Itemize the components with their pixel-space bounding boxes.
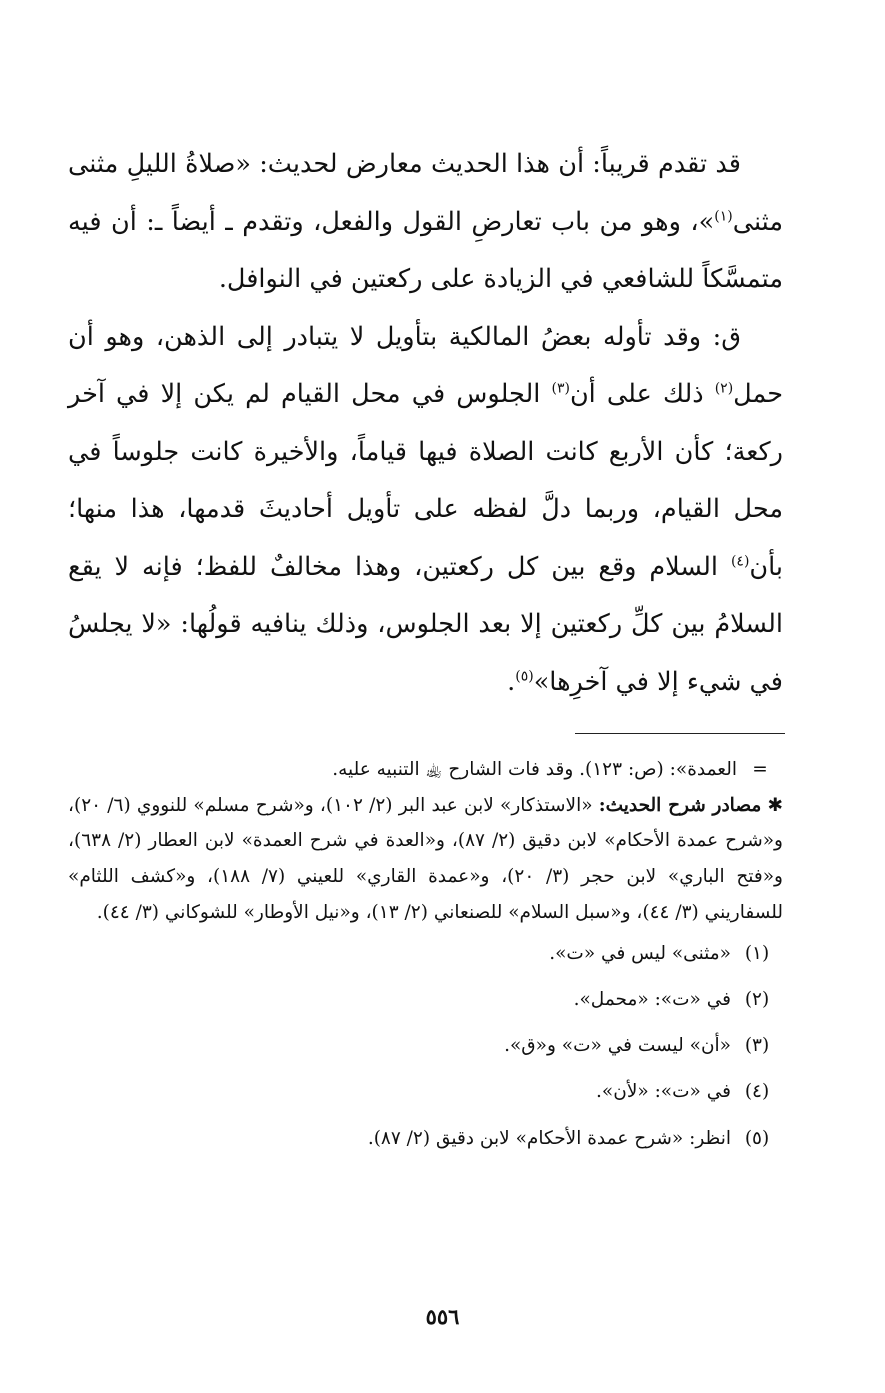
paragraph-1-text: قد تقدم قريباً: أن هذا الحديث معارض لحديث: «صلاةُ الليلِ مثنى مثنى <box>68 149 783 237</box>
footnote-number: (١) <box>744 942 770 964</box>
footnote-number: (٢) <box>744 988 770 1010</box>
footnotes <box>68 752 783 1162</box>
footnote-text: «مثنى» ليس في «ت». <box>549 942 731 964</box>
footnote-text: «أن» ليست في «ت» و«ق». <box>504 1035 731 1057</box>
footnote-number: (٣) <box>744 1035 770 1057</box>
paragraph-2-text-b: ذلك على أن <box>569 379 715 409</box>
footnote-number: (٤) <box>744 1081 770 1103</box>
hadith-sources <box>68 788 783 931</box>
footnote-text: في «ت»: «محمل». <box>573 988 731 1010</box>
paragraph-1 <box>68 136 783 309</box>
footnote-ref-1[interactable]: (١) <box>714 208 733 224</box>
footnote-text: انظر: «شرح عمدة الأحكام» لابن دقيق (٢/ ٨٧). <box>367 1127 731 1149</box>
footnote-item <box>68 1023 783 1069</box>
paragraph-2-text: ق: وقد تأوله بعضُ المالكية بتأويل لا يتبادر إلى الذهن، وهو أن حمل <box>68 321 783 409</box>
page-number: ٥٥٦ <box>425 1304 460 1329</box>
paragraph-2 <box>68 309 783 712</box>
sources-text: «الاستذكار» لابن عبد البر (٢/ ١٠٢)، و«شرح مسلم» للنووي (٦/ ٢٠)، و«شرح عمدة الأحكام» لابن دقيق (٢/ ٨٧)، و«العدة في شرح العمدة» لابن العطار (٢/ ٦٣٨)، و«فتح الباري» لابن حجر (٣/ ٢٠)، و«عمدة القاري» للعيني (٧/ ١٨٨)، و«كشف اللثام» للسفاريني (٣/ ٤٤)، و«سبل السلام» للصنعاني (٢/ ١٣)، و«نيل الأوطار» للشوكاني (٣/ ٤٤). <box>68 794 783 923</box>
paragraph-2-text-e: . <box>507 666 516 697</box>
main-text <box>68 136 783 711</box>
paragraph-2-text-d: السلام وقع بين كل ركعتين، وهذا مخالفٌ للفظ؛ فإنه لا يقع السلامُ بين كلِّ ركعتين إلا بعد الجلوس، وذلك ينافيه قولُها: «لا يجلسُ في شيء إلا في آخرِها» <box>68 551 783 697</box>
continuation-text: العمدة»: (ص: ١٢٣). وقد فات الشارح ﵀ التنبيه عليه. <box>332 759 737 780</box>
footnote-item <box>68 977 783 1023</box>
paragraph-2-text-c: الجلوس في محل القيام لم يكن إلا في آخر ركعة؛ كأن الأربع كانت الصلاة فيها قياماً، والأخيرة كانت جلوساً في محل القيام، وربما دلَّ لفظه على تأويل أحاديثَ قدمها، هذا منها؛ بأن <box>68 379 783 582</box>
footnote-item <box>68 931 783 977</box>
footnote-list <box>68 931 783 1162</box>
footnote-ref-3[interactable]: (٣) <box>551 380 570 397</box>
paragraph-1-text-cont: »، وهو من باب تعارضِ القول والفعل، وتقدم ـ أيضاً ـ: أن فيه متمسَّكاً للشافعي في الزيادة على ركعتين في النوافل. <box>68 206 783 294</box>
sources-star-icon: ✱ <box>761 794 783 816</box>
footnote-ref-5[interactable]: (٥) <box>515 668 534 684</box>
footnote-separator <box>575 733 785 734</box>
continuation-marker: = <box>752 759 768 780</box>
footnote-ref-4[interactable]: (٤) <box>730 553 750 569</box>
footnote-item <box>68 1116 783 1162</box>
footnote-ref-2[interactable]: (٢) <box>714 380 734 397</box>
footnote-number: (٥) <box>744 1127 770 1149</box>
footnote-text: في «ت»: «لأن». <box>596 1081 731 1103</box>
footnote-continuation <box>68 752 783 788</box>
sources-label: مصادر شرح الحديث: <box>598 794 762 816</box>
footnote-item <box>68 1069 783 1115</box>
